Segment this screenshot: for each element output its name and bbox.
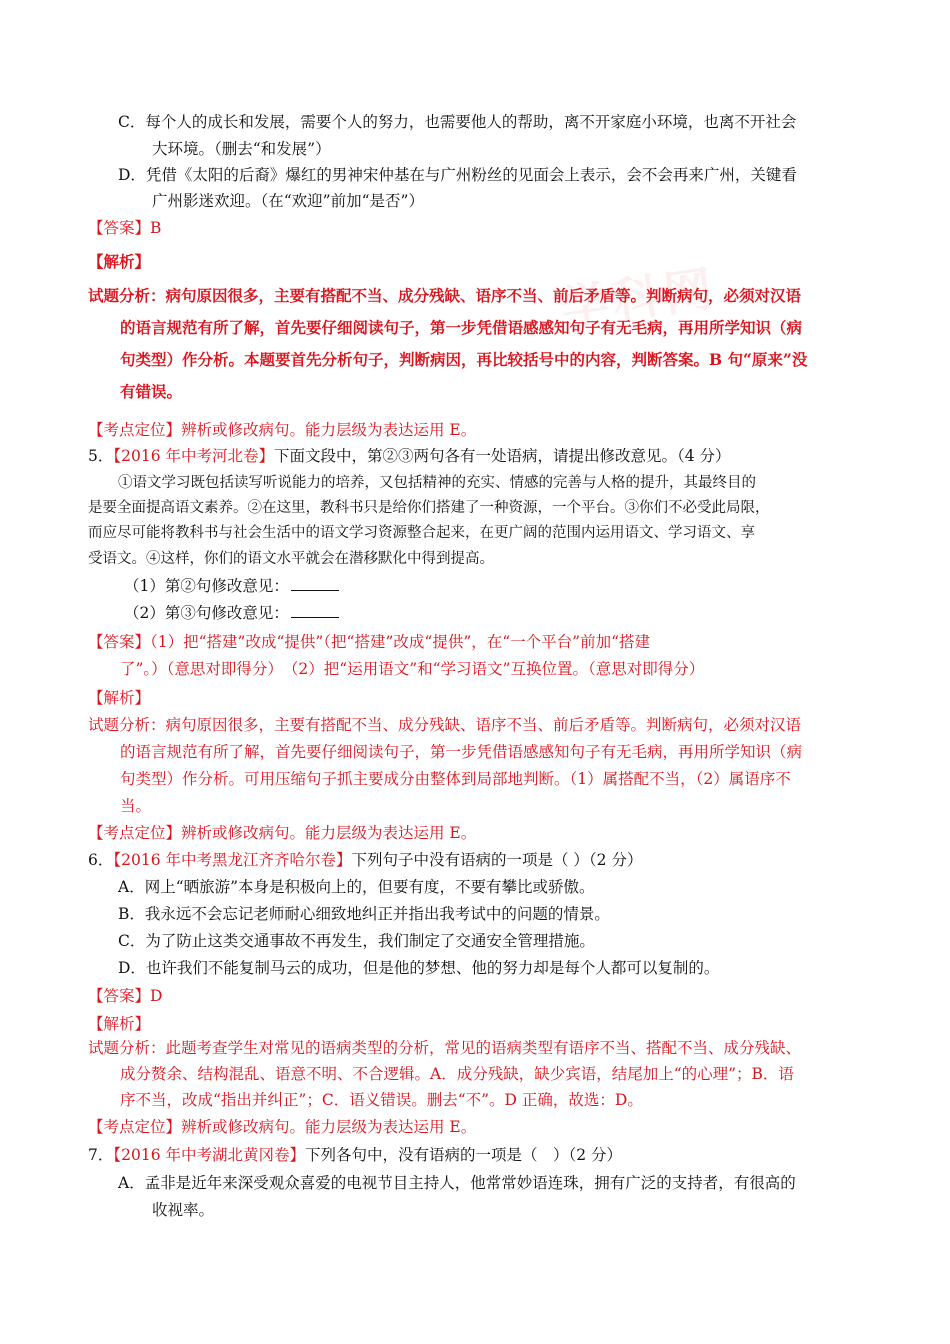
q4-analysis-line: 试题分析：病句原因很多，主要有搭配不当、成分残缺、语序不当、前后矛盾等。判断病句，必须对汉语 xyxy=(88,286,802,305)
q4-option-c-line2: 大环境。（删去“和发展”） xyxy=(152,140,331,158)
q4-analysis-title: 【解析】 xyxy=(88,252,151,271)
q6-kaodian: 【考点定位】辨析或修改病句。能力层级为表达运用 E。 xyxy=(88,1118,477,1136)
q6-option-d: D．也许我们不能复制马云的成功，但是他的梦想、他的努力却是每个人都可以复制的。 xyxy=(118,959,720,977)
q5-passage-line: 受语文。④这样，你们的语文水平就会在潜移默化中得到提高。 xyxy=(88,551,494,567)
q7-option-a-line1: A．孟非是近年来深受观众喜爱的电视节目主持人，他常常妙语连珠，拥有广泛的支持者，有很高的 xyxy=(118,1174,796,1192)
q6-heading xyxy=(88,848,642,872)
q5-sub2 xyxy=(124,601,339,625)
question-number: 7． xyxy=(88,1146,114,1164)
question-stem: 下列各句中，没有语病的一项是（ ）（2 分） xyxy=(305,1146,623,1164)
watermark: 学科网 xyxy=(557,260,720,338)
q5-kaodian: 【考点定位】辨析或修改病句。能力层级为表达运用 E。 xyxy=(88,824,477,842)
answer-blank[interactable] xyxy=(291,576,339,591)
q5-sub1-label: （1）第②句修改意见： xyxy=(124,577,289,595)
q6-option-c: C．为了防止这类交通事故不再发生，我们制定了交通安全管理措施。 xyxy=(118,932,595,950)
question-stem: 下列句子中没有语病的一项是（ ）（2 分） xyxy=(351,851,643,869)
q4-analysis-line: 句类型）作分析。本题要首先分析句子，判断病因，再比较括号中的内容，判断答案。B 句“原来”没 xyxy=(120,350,808,369)
q5-answer-line2: 了”。）（意思对即得分） （2）把“运用语文”和“学习语文”互换位置。（意思对即得分） xyxy=(120,660,705,678)
question-source: 【2016 年中考湖北黄冈卷】 xyxy=(113,1146,305,1164)
q4-kaodian: 【考点定位】辨析或修改病句。能力层级为表达运用 E。 xyxy=(88,421,477,439)
q5-passage-line: 是要全面提高语文素养。②在这里，教科书只是给你们搭建了一种资源，一个平台。③你们不必受此局限， xyxy=(88,500,770,516)
q5-sub2-label: （2）第③句修改意见： xyxy=(124,604,289,622)
q4-option-d-line1: D．凭借《太阳的后裔》爆红的男神宋仲基在与广州粉丝的见面会上表示，会不会再来广州，关键看 xyxy=(118,166,797,184)
question-source: 【2016 年中考黑龙江齐齐哈尔卷】 xyxy=(113,851,352,869)
q6-option-b: B．我永远不会忘记老师耐心细致地纠正并指出我考试中的问题的情景。 xyxy=(118,905,610,923)
q5-answer-line1: 【答案】（1）把“搭建”改成“提供”（把“搭建”改成“提供”，在“一个平台”前加“搭建 xyxy=(88,633,651,651)
question-source: 【2016 年中考河北卷】 xyxy=(113,447,274,465)
q6-analysis-line: 试题分析：此题考查学生对常见的语病类型的分析，常见的语病类型有语序不当、搭配不当、成分残缺、 xyxy=(88,1039,802,1057)
q4-answer: 【答案】B xyxy=(88,219,162,237)
q4-analysis-line: 有错误。 xyxy=(120,382,183,401)
q7-option-a-line2: 收视率。 xyxy=(152,1201,215,1219)
answer-blank[interactable] xyxy=(291,603,339,618)
question-stem: 下面文段中，第②③两句各有一处语病，请提出修改意见。（4 分） xyxy=(274,447,731,465)
q4-option-c-line1: C．每个人的成长和发展，需要个人的努力，也需要他人的帮助，离不开家庭小环境，也离不开社会 xyxy=(118,113,797,131)
q6-analysis-title: 【解析】 xyxy=(88,1015,151,1033)
q5-analysis-line: 的语言规范有所了解，首先要仔细阅读句子，第一步凭借语感感知句子有无毛病，再用所学知识（病 xyxy=(120,743,803,761)
q5-passage-line: ①语文学习既包括读写听说能力的培养，又包括精神的充实、情感的完善与人格的提升，其最终目的 xyxy=(118,475,756,491)
q4-option-d-line2: 广州影迷欢迎。（在“欢迎”前加“是否”） xyxy=(152,192,424,210)
q7-heading xyxy=(88,1143,622,1167)
q5-analysis-line: 句类型）作分析。可用压缩句子抓主要成分由整体到局部地判断。（1）属搭配不当，（2）属语序不 xyxy=(120,770,791,788)
q5-heading xyxy=(88,444,731,468)
q5-passage-line: 而应尽可能将教科书与社会生活中的语文学习资源整合起来，在更广阔的范围内运用语文、学习语文、享 xyxy=(88,525,755,541)
q6-answer: 【答案】D xyxy=(88,987,163,1005)
q5-sub1 xyxy=(124,574,339,598)
question-number: 5． xyxy=(88,447,114,465)
q5-analysis-line: 当。 xyxy=(120,797,152,815)
question-number: 6． xyxy=(88,851,114,869)
q6-analysis-line: 序不当，改成“指出并纠正”；C．语义错误。删去“不”。D 正确，故选：D。 xyxy=(120,1091,643,1109)
q5-analysis-line: 试题分析：病句原因很多，主要有搭配不当、成分残缺、语序不当、前后矛盾等。判断病句，必须对汉语 xyxy=(88,716,802,734)
q5-analysis-title: 【解析】 xyxy=(88,689,151,707)
q6-option-a: A．网上“晒旅游”本身是积极向上的，但要有度，不要有攀比或骄傲。 xyxy=(118,878,595,896)
q6-analysis-line: 成分赘余、结构混乱、语意不明、不合逻辑。A．成分残缺，缺少宾语，结尾加上“的心理”；B．语 xyxy=(120,1065,794,1083)
q4-analysis-line: 的语言规范有所了解，首先要仔细阅读句子，第一步凭借语感感知句子有无毛病，再用所学知识（病 xyxy=(120,318,803,337)
